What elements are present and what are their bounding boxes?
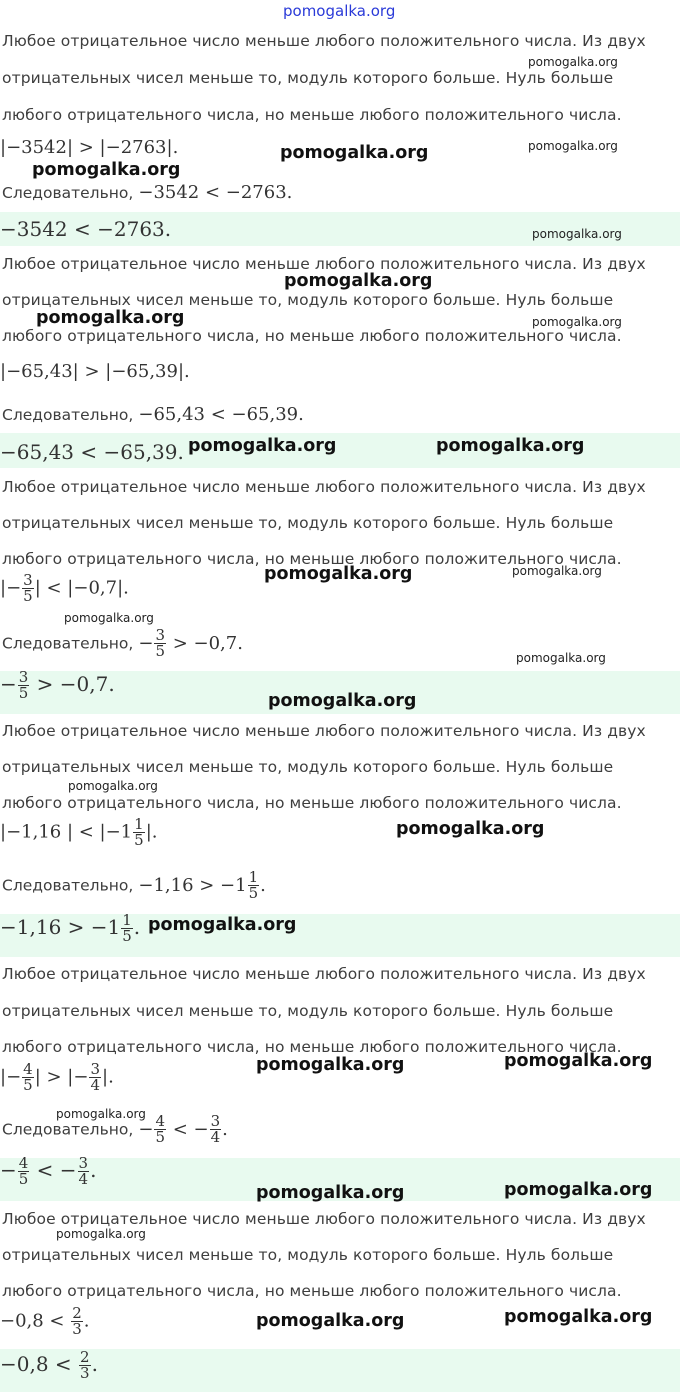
rule-line-1: Любое отрицательное число меньше любого положительного числа. Из двух <box>2 1210 646 1228</box>
denominator: 5 <box>134 831 144 849</box>
denominator: 3 <box>80 1364 90 1382</box>
denominator: 5 <box>155 642 165 660</box>
math-part: > −0,7. <box>30 672 115 696</box>
math-part: > −0,7. <box>167 632 243 654</box>
modulus-comparison <box>0 573 129 604</box>
math-part: | > |− <box>34 1066 89 1088</box>
math-part: < − <box>167 1118 209 1140</box>
conclusion-label: Следовательно, <box>2 634 134 653</box>
math-part: −0,8 < <box>0 1310 71 1332</box>
fraction <box>18 670 30 701</box>
numerator: 3 <box>155 626 165 644</box>
watermark: pomogalka.org <box>256 1311 405 1331</box>
answer: −3542 < −2763. <box>0 217 172 241</box>
fraction <box>89 1062 101 1093</box>
math-part: |. <box>102 1066 114 1088</box>
math-part: . <box>260 874 266 896</box>
fraction <box>79 1350 91 1381</box>
watermark: pomogalka.org <box>256 1055 405 1075</box>
denominator: 5 <box>122 927 132 945</box>
math-part: − <box>0 672 17 696</box>
math-part: − <box>138 632 154 654</box>
denominator: 4 <box>90 1076 100 1094</box>
math-part: . <box>133 915 141 939</box>
denominator: 5 <box>23 1076 33 1094</box>
conclusion-math <box>138 1112 228 1146</box>
watermark: pomogalka.org <box>68 779 158 793</box>
rule-line-3: любого отрицательного числа, но меньше любого положительного числа. <box>2 1282 622 1300</box>
conclusion-label: Следовательно, <box>2 876 134 895</box>
numerator: 2 <box>72 1304 82 1322</box>
rule-line-2: отрицательных чисел меньше то, модуль которого больше. Нуль больше <box>2 69 614 87</box>
numerator: 1 <box>122 911 132 929</box>
rule-line-1: Любое отрицательное число меньше любого положительного числа. Из двух <box>2 255 646 273</box>
watermark: pomogalka.org <box>528 139 618 153</box>
rule-line-3: любого отрицательного числа, но меньше любого положительного числа. <box>2 106 622 124</box>
conclusion-line <box>2 870 266 901</box>
watermark: pomogalka.org <box>504 1307 653 1327</box>
math-part: |−1,16 | < |−1 <box>0 821 133 843</box>
numerator: 3 <box>90 1060 100 1078</box>
watermark: pomogalka.org <box>532 227 622 241</box>
denominator: 5 <box>248 884 259 902</box>
rule-line-2: отрицательных чисел меньше то, модуль которого больше. Нуль больше <box>2 1002 614 1020</box>
modulus-comparison <box>0 817 157 848</box>
watermark: pomogalka.org <box>504 1180 653 1200</box>
watermark: pomogalka.org <box>436 436 585 456</box>
watermark: pomogalka.org <box>516 651 606 665</box>
numerator: 1 <box>134 815 144 833</box>
watermark: pomogalka.org <box>280 143 429 163</box>
math-part: . <box>222 1118 228 1140</box>
answer <box>0 1156 96 1187</box>
denominator: 4 <box>78 1170 89 1188</box>
rule-line-2: отрицательных чисел меньше то, модуль которого больше. Нуль больше <box>2 1246 614 1264</box>
denominator: 5 <box>18 684 29 702</box>
watermark: pomogalka.org <box>148 915 297 935</box>
watermark: pomogalka.org <box>264 564 413 584</box>
denominator: 5 <box>23 587 33 605</box>
fraction <box>22 573 34 604</box>
conclusion-math: −65,43 < −65,39. <box>138 404 304 425</box>
math-part: − <box>0 1158 17 1182</box>
math-part: −1,16 > −1 <box>0 915 121 939</box>
conclusion-math <box>138 626 243 660</box>
rule-line-3: любого отрицательного числа, но меньше любого положительного числа. <box>2 550 622 568</box>
fraction <box>154 1114 166 1145</box>
math-part: . <box>91 1352 98 1376</box>
conclusion-math <box>138 868 266 902</box>
rule-line-2: отрицательных чисел меньше то, модуль которого больше. Нуль больше <box>2 291 614 309</box>
answer <box>0 670 115 701</box>
fraction <box>210 1114 222 1145</box>
rule-line-3: любого отрицательного числа, но меньше любого положительного числа. <box>2 794 622 812</box>
math-part: −0,8 < <box>0 1352 79 1376</box>
watermark: pomogalka.org <box>188 436 337 456</box>
conclusion-label: Следовательно, <box>2 406 134 424</box>
comparison-line <box>0 1306 90 1337</box>
numerator: 2 <box>80 1348 90 1366</box>
watermark: pomogalka.org <box>56 1227 146 1241</box>
numerator: 4 <box>23 1060 33 1078</box>
numerator: 4 <box>18 1154 29 1172</box>
numerator: 4 <box>155 1112 165 1130</box>
answer <box>0 1350 98 1381</box>
conclusion-label: Следовательно, <box>2 184 134 202</box>
math-part: . <box>83 1310 90 1332</box>
numerator: 3 <box>210 1112 221 1130</box>
rule-line-2: отрицательных чисел меньше то, модуль которого больше. Нуль больше <box>2 758 614 776</box>
numerator: 3 <box>23 571 33 589</box>
rule-line-1: Любое отрицательное число меньше любого положительного числа. Из двух <box>2 722 646 740</box>
watermark: pomogalka.org <box>528 55 618 69</box>
watermark: pomogalka.org <box>268 691 417 711</box>
fraction <box>133 817 145 848</box>
conclusion-math: −3542 < −2763. <box>138 182 293 203</box>
denominator: 5 <box>155 1128 165 1146</box>
rule-line-1: Любое отрицательное число меньше любого положительного числа. Из двух <box>2 965 646 983</box>
watermark: pomogalka.org <box>284 271 433 291</box>
rule-line-3: любого отрицательного числа, но меньше любого положительного числа. <box>2 327 622 345</box>
watermark: pomogalka.org <box>532 315 622 329</box>
watermark: pomogalka.org <box>396 819 545 839</box>
numerator: 1 <box>248 868 259 886</box>
numerator: 3 <box>78 1154 89 1172</box>
watermark: pomogalka.org <box>36 308 185 328</box>
fraction <box>121 913 133 944</box>
math-part: − <box>138 1118 154 1140</box>
watermark: pomogalka.org <box>256 1183 405 1203</box>
rule-line-1: Любое отрицательное число меньше любого положительного числа. Из двух <box>2 478 646 496</box>
fraction <box>248 870 260 901</box>
fraction <box>154 628 166 659</box>
rule-line-3: любого отрицательного числа, но меньше любого положительного числа. <box>2 1038 622 1056</box>
math-part: |− <box>0 1066 22 1088</box>
denominator: 4 <box>210 1128 221 1146</box>
watermark: pomogalka.org <box>32 160 181 180</box>
conclusion-line <box>2 404 304 425</box>
fraction <box>18 1156 30 1187</box>
watermark: pomogalka.org <box>512 564 602 578</box>
watermark: pomogalka.org <box>504 1051 653 1071</box>
fraction <box>71 1306 83 1337</box>
math-part: | < |−0,7|. <box>34 577 129 599</box>
numerator: 3 <box>18 668 29 686</box>
modulus-comparison: |−65,43| > |−65,39|. <box>0 361 190 382</box>
answer: −65,43 < −65,39. <box>0 440 184 464</box>
math-part: −1,16 > −1 <box>138 874 247 896</box>
denominator: 5 <box>18 1170 29 1188</box>
math-part: . <box>90 1158 97 1182</box>
fraction <box>22 1062 34 1093</box>
rule-line-1: Любое отрицательное число меньше любого положительного числа. Из двух <box>2 32 646 50</box>
answer <box>0 913 140 944</box>
watermark: pomogalka.org <box>56 1107 146 1121</box>
site-link[interactable]: pomogalka.org <box>283 2 396 20</box>
conclusion-line <box>2 182 292 203</box>
math-part: |. <box>145 821 158 843</box>
modulus-comparison: |−3542| > |−2763|. <box>0 137 179 158</box>
conclusion-line <box>2 628 243 659</box>
math-part: |− <box>0 577 22 599</box>
rule-line-2: отрицательных чисел меньше то, модуль которого больше. Нуль больше <box>2 514 614 532</box>
conclusion-label: Следовательно, <box>2 1120 134 1139</box>
denominator: 3 <box>72 1320 82 1338</box>
result-band-6 <box>0 1349 680 1392</box>
math-part: < − <box>30 1158 77 1182</box>
modulus-comparison <box>0 1062 114 1093</box>
watermark: pomogalka.org <box>64 611 154 625</box>
fraction <box>78 1156 90 1187</box>
